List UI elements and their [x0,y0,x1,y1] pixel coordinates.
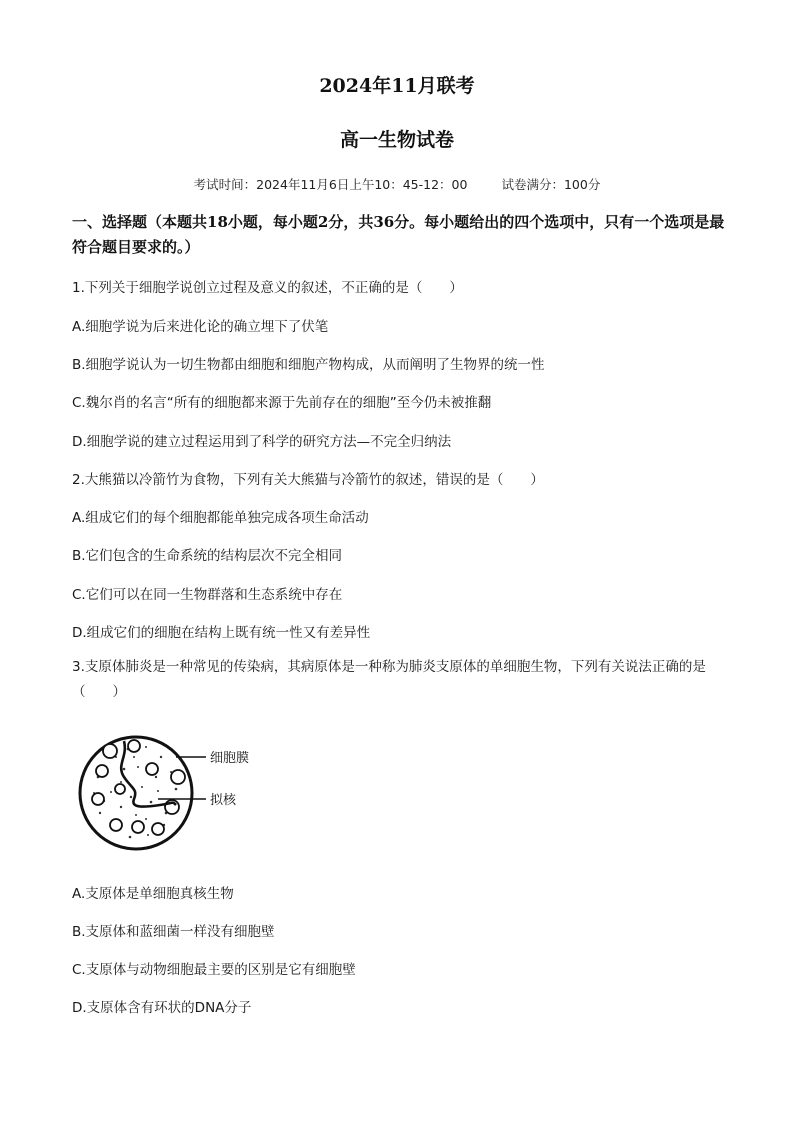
exam-info [0,175,794,193]
question-2-option-c: C.它们可以在同一生物群落和生态系统中存在 [72,587,343,603]
question-3-option-b: B.支原体和蓝细菌一样没有细胞壁 [72,924,275,940]
question-1-stem: 1.下列关于细胞学说创立过程及意义的叙述，不正确的是（ ） [72,280,463,296]
question-2-option-d: D.组成它们的细胞在结构上既有统一性又有差异性 [72,625,371,641]
question-1-option-a: A.细胞学说为后来进化论的确立埋下了伏笔 [72,319,329,335]
label-cell-membrane: 细胞膜 [210,751,250,766]
mycoplasma-figure [76,727,266,859]
question-3-option-a: A.支原体是单细胞真核生物 [72,886,234,902]
mycoplasma-diagram [76,727,266,859]
question-3-option-c: C.支原体与动物细胞最主要的区别是它有细胞壁 [72,962,356,978]
question-2-stem: 2.大熊猫以冷箭竹为食物，下列有关大熊猫与冷箭竹的叙述，错误的是（ ） [72,472,544,488]
section-heading: 一、选择题（本题共18小题，每小题2分，共36分。每小题给出的四个选项中，只有一个选项是最符合题目要求的。） [72,213,725,256]
exam-time: 考试时间：2024年11月6日上午10：45-12：00 [193,177,468,192]
question-3-stem: 3.支原体肺炎是一种常见的传染病，其病原体是一种称为肺炎支原体的单细胞生物，下列有关说法正确的是（ ） [72,659,706,700]
question-3-option-d: D.支原体含有环状的DNA分子 [72,1000,252,1016]
label-nucleoid: 拟核 [210,793,237,808]
question-1-option-d: D.细胞学说的建立过程运用到了科学的研究方法—不完全归纳法 [72,434,452,450]
question-1-option-c: C.魏尔肖的名言“所有的细胞都来源于先前存在的细胞”至今仍未被推翻 [72,395,492,411]
question-2-option-a: A.组成它们的每个细胞都能单独完成各项生命活动 [72,510,369,526]
full-score: 试卷满分：100分 [501,177,601,192]
exam-title: 2024年11月联考 [319,75,475,97]
exam-subtitle: 高一生物试卷 [339,129,454,151]
question-2-option-b: B.它们包含的生命系统的结构层次不完全相同 [72,548,343,564]
question-1-option-b: B.细胞学说认为一切生物都由细胞和细胞产物构成，从而阐明了生物界的统一性 [72,357,545,373]
